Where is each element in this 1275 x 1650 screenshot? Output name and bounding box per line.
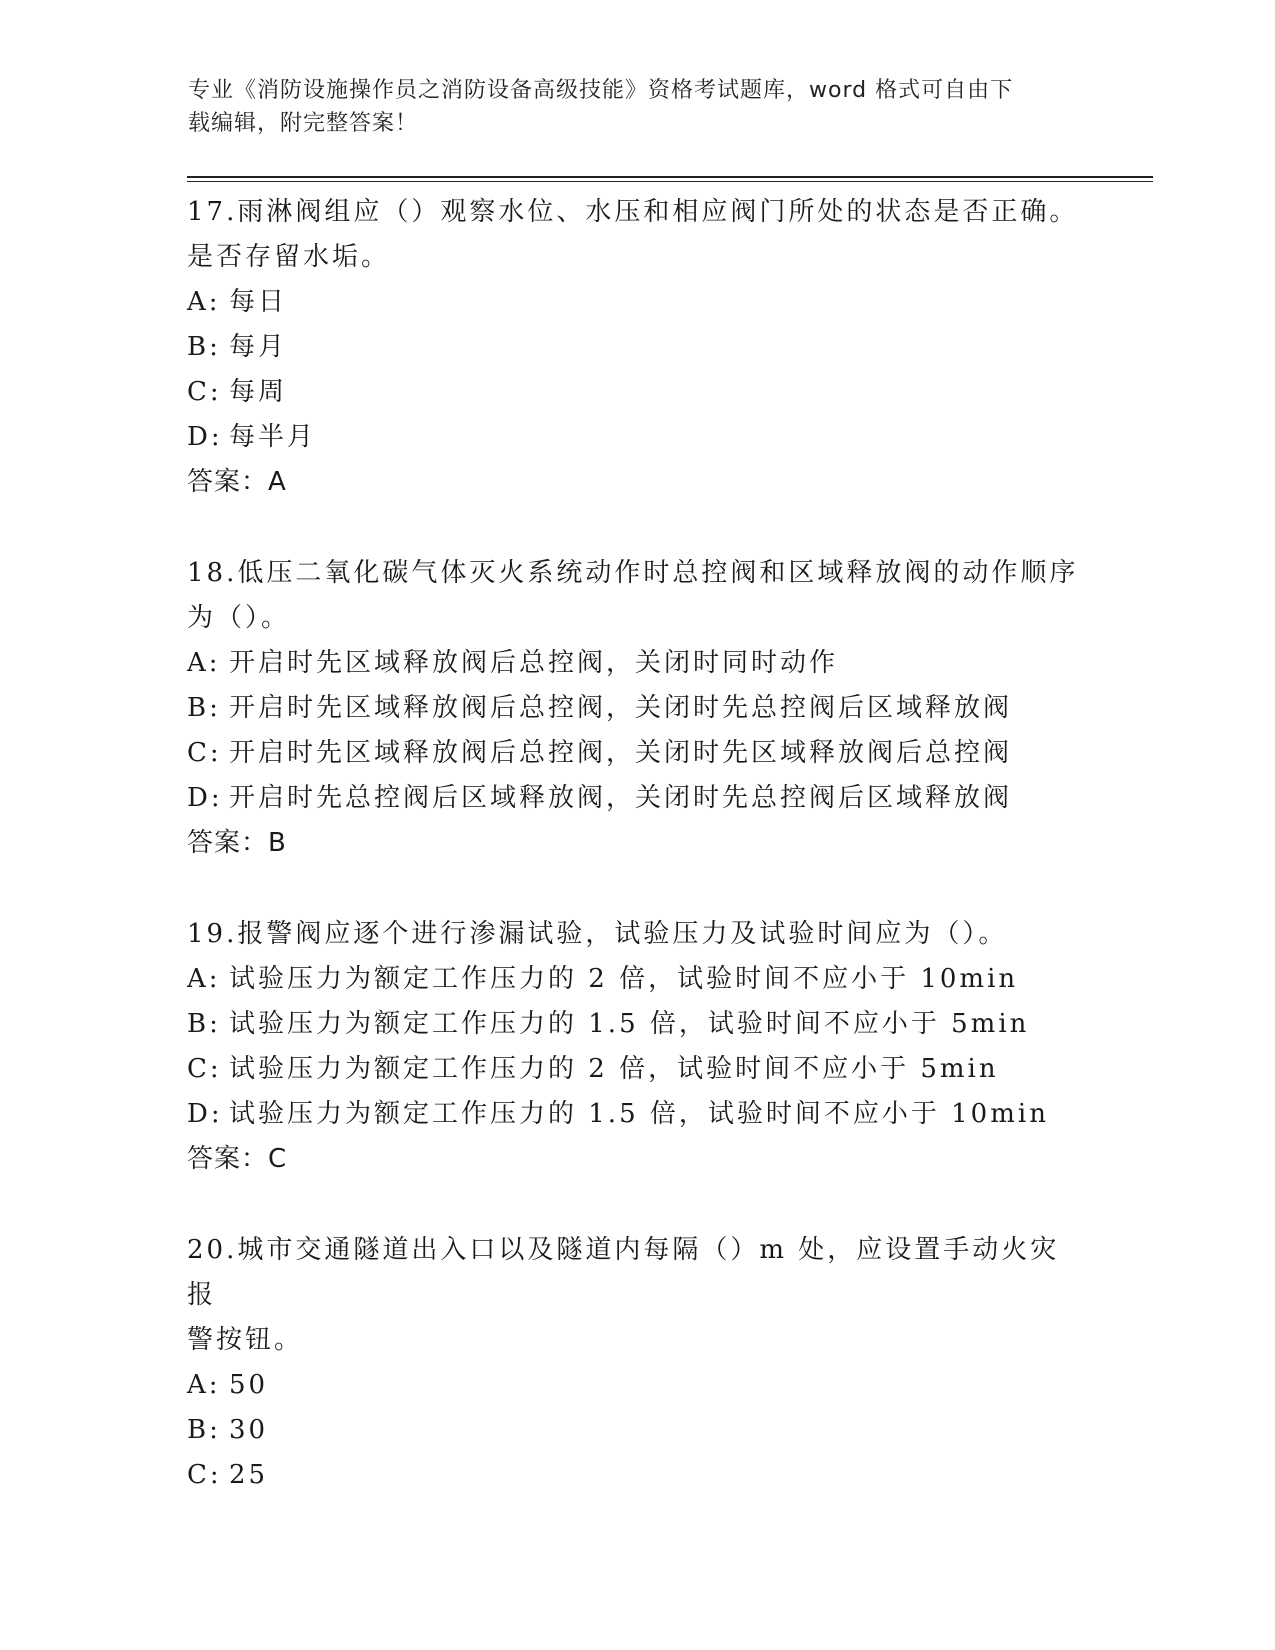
question-stem: 17.雨淋阀组应（）观察水位、水压和相应阀门所处的状态是否正确。 xyxy=(187,197,1079,227)
option-text: 开启时先区域释放阀后总控阀，关闭时同时动作 xyxy=(229,648,839,678)
option-text: 每日 xyxy=(229,287,288,317)
option-key: C: xyxy=(187,1054,222,1084)
option-c xyxy=(187,1047,1087,1092)
question-stem-continued: 是否存留水垢。 xyxy=(187,242,391,272)
option-text: 试验压力为额定工作压力的 1.5 倍，试验时间不应小于 10min xyxy=(229,1099,1049,1129)
option-b xyxy=(187,325,1087,370)
header-line-1: 专业《消防设施操作员之消防设备高级技能》资格考试题库，word 格式可自由下 xyxy=(188,78,1014,103)
option-key: D: xyxy=(187,783,223,813)
header-divider-thin xyxy=(187,181,1153,182)
option-b xyxy=(187,1002,1087,1047)
option-text: 每半月 xyxy=(229,422,317,452)
question-stem-continued: 为（）。 xyxy=(187,603,291,633)
option-text: 试验压力为额定工作压力的 2 倍，试验时间不应小于 5min xyxy=(229,1054,999,1084)
option-a xyxy=(187,280,1087,325)
question-18 xyxy=(187,551,1087,866)
option-b xyxy=(187,686,1087,731)
option-text: 开启时先区域释放阀后总控阀，关闭时先区域释放阀后总控阀 xyxy=(229,738,1013,768)
question-19 xyxy=(187,912,1087,1182)
question-stem: 18.低压二氧化碳气体灭火系统动作时总控阀和区域释放阀的动作顺序 xyxy=(187,558,1079,588)
question-stem-continued: 警按钮。 xyxy=(187,1325,304,1355)
option-a xyxy=(187,641,1087,686)
option-key: C: xyxy=(187,738,222,768)
question-17 xyxy=(187,190,1087,505)
answer-line: 答案：C xyxy=(187,1144,288,1174)
option-key: C: xyxy=(187,377,222,407)
option-text: 开启时先区域释放阀后总控阀，关闭时先总控阀后区域释放阀 xyxy=(229,693,1013,723)
answer-line: 答案：B xyxy=(187,828,287,858)
option-key: B: xyxy=(187,1009,221,1039)
question-stem: 19.报警阀应逐个进行渗漏试验，试验压力及试验时间应为（）。 xyxy=(187,919,1008,949)
option-a xyxy=(187,957,1087,1002)
option-key: B: xyxy=(187,1415,221,1445)
document-header xyxy=(188,74,1088,140)
option-c xyxy=(187,1453,1087,1498)
option-text: 试验压力为额定工作压力的 2 倍，试验时间不应小于 10min xyxy=(229,964,1019,994)
option-key: A: xyxy=(187,648,221,678)
option-text: 25 xyxy=(229,1460,269,1490)
answer-line: 答案：A xyxy=(187,467,287,497)
option-c xyxy=(187,370,1087,415)
option-c xyxy=(187,731,1087,776)
option-a xyxy=(187,1363,1087,1408)
header-divider-thick xyxy=(187,176,1153,178)
question-20 xyxy=(187,1228,1087,1498)
option-text: 开启时先总控阀后区域释放阀，关闭时先总控阀后区域释放阀 xyxy=(229,783,1013,813)
option-b xyxy=(187,1408,1087,1453)
question-stem: 20.城市交通隧道出入口以及隧道内每隔（）m 处，应设置手动火灾报 xyxy=(187,1235,1060,1310)
option-key: D: xyxy=(187,422,223,452)
option-text: 50 xyxy=(229,1370,269,1400)
option-key: A: xyxy=(187,964,221,994)
option-d xyxy=(187,415,1087,460)
option-text: 每月 xyxy=(229,332,288,362)
option-key: B: xyxy=(187,693,221,723)
option-d xyxy=(187,776,1087,821)
option-text: 每周 xyxy=(229,377,288,407)
option-d xyxy=(187,1092,1087,1137)
option-key: C: xyxy=(187,1460,222,1490)
option-key: A: xyxy=(187,287,221,317)
option-text: 30 xyxy=(229,1415,269,1445)
header-line-2: 载编辑，附完整答案！ xyxy=(188,111,419,136)
question-list xyxy=(187,190,1087,1544)
option-key: D: xyxy=(187,1099,223,1129)
option-key: A: xyxy=(187,1370,221,1400)
option-text: 试验压力为额定工作压力的 1.5 倍，试验时间不应小于 5min xyxy=(229,1009,1030,1039)
option-key: B: xyxy=(187,332,221,362)
